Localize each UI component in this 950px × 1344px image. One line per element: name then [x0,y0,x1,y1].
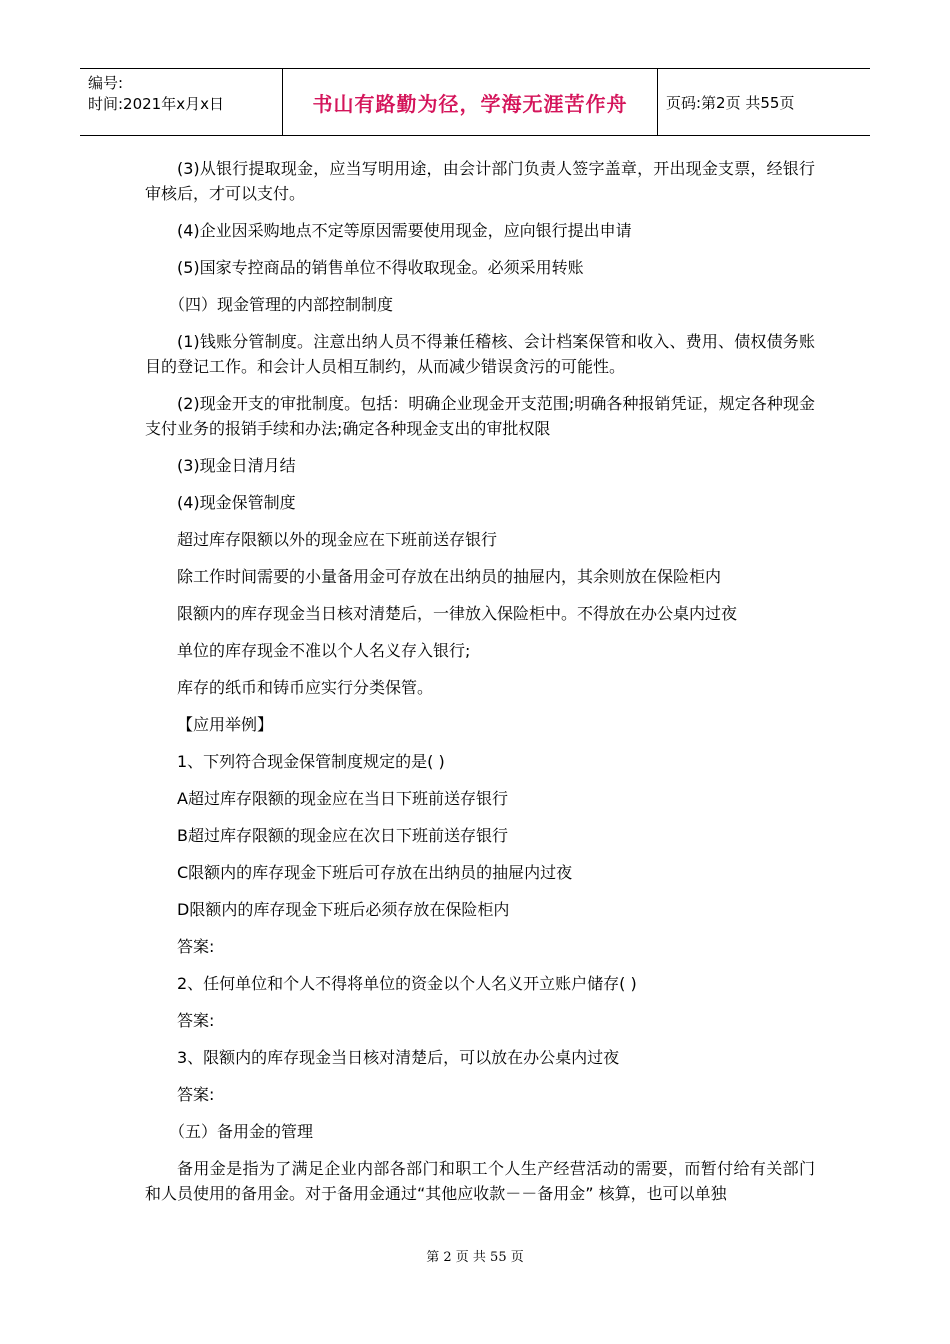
answer-label: 答案: [177,937,215,956]
document-body [145,156,815,1218]
example-heading: 【应用举例】 [177,715,274,734]
paragraph: 限额内的库存现金当日核对清楚后，一律放入保险柜中。不得放在办公桌内过夜 [177,604,738,623]
paragraph: (2)现金开支的审批制度。包括：明确企业现金开支范围;明确各种报销凭证，规定各种现金支付业务的报销手续和办法;确定各种现金支出的审批权限 [145,394,815,438]
page-footer: 第 2 页 共 55 页 [426,1250,524,1265]
question: 1、下列符合现金保管制度规定的是( ) [177,752,445,771]
paragraph: (5)国家专控商品的销售单位不得收取现金。必须采用转账 [177,258,584,277]
question-option: C限额内的库存现金下班后可存放在出纳员的抽屉内过夜 [177,863,573,882]
paragraph: 备用金是指为了满足企业内部各部门和职工个人生产经营活动的需要，而暂付给有关部门和人员使用的备用金。对于备用金通过“其他应收款－－备用金” 核算，也可以单独 [145,1159,815,1203]
answer-label: 答案: [177,1011,215,1030]
document-date: 时间:2021年x月x日 [88,95,224,113]
section-heading: （五）备用金的管理 [169,1122,314,1141]
paragraph: (1)钱账分管制度。注意出纳人员不得兼任稽核、会计档案保管和收入、费用、债权债务账目的登记工作。和会计人员相互制约，从而减少错误贪污的可能性。 [145,332,815,376]
question: 2、任何单位和个人不得将单位的资金以个人名义开立账户储存( ) [177,974,637,993]
paragraph: (4)现金保管制度 [177,493,296,512]
header-motto: 书山有路勤为径，学海无涯苦作舟 [283,69,658,135]
answer-label: 答案: [177,1085,215,1104]
paragraph: (3)现金日清月结 [177,456,296,475]
question-option: A超过库存限额的现金应在当日下班前送存银行 [177,789,508,808]
page-header [80,68,870,136]
header-left-cell [80,69,283,135]
question-option: B超过库存限额的现金应在次日下班前送存银行 [177,826,508,845]
section-heading: （四）现金管理的内部控制制度 [169,295,394,314]
paragraph: 除工作时间需要的小量备用金可存放在出纳员的抽屉内，其余则放在保险柜内 [177,567,722,586]
paragraph: 单位的库存现金不准以个人名义存入银行; [177,641,471,660]
paragraph: 库存的纸币和铸币应实行分类保管。 [177,678,434,697]
question: 3、限额内的库存现金当日核对清楚后，可以放在办公桌内过夜 [177,1048,620,1067]
document-number-label: 编号: [88,74,124,92]
paragraph: (3)从银行提取现金，应当写明用途，由会计部门负责人签字盖章，开出现金支票，经银行审核后，才可以支付。 [145,159,815,203]
paragraph: 超过库存限额以外的现金应在下班前送存银行 [177,530,498,549]
paragraph: (4)企业因采购地点不定等原因需要使用现金，应向银行提出申请 [177,221,632,240]
header-page-info: 页码:第2页 共55页 [666,93,795,112]
question-option: D限额内的库存现金下班后必须存放在保险柜内 [177,900,510,919]
